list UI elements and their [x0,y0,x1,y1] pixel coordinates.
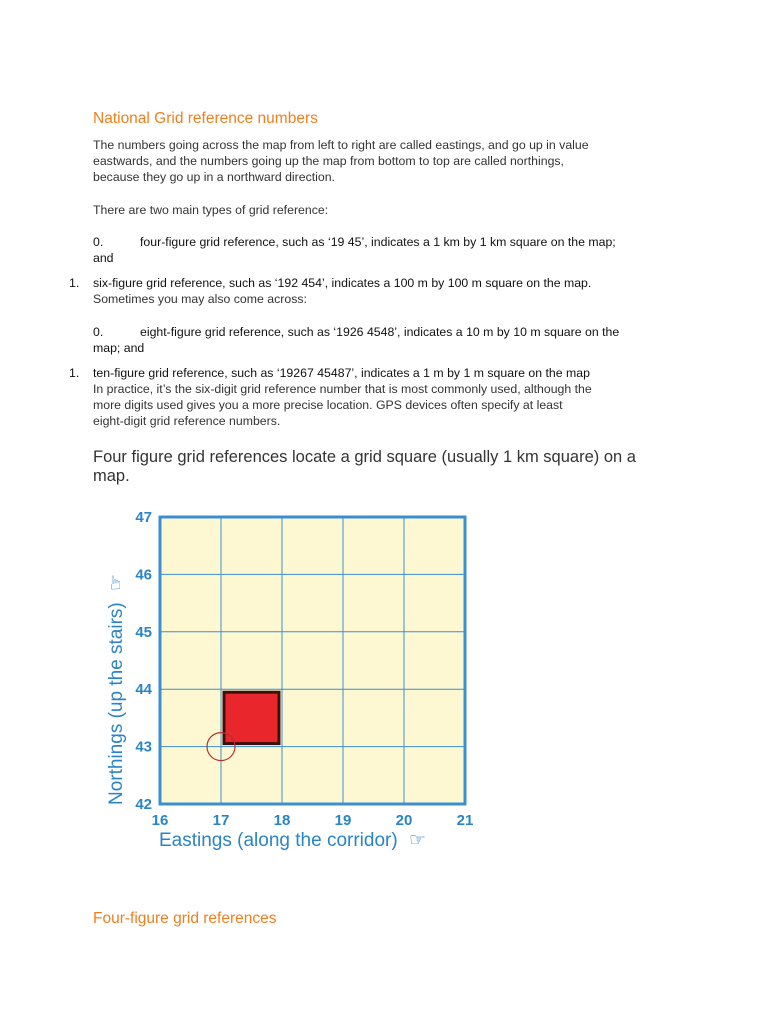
intro-line: because they go up in a northward direction. [93,170,335,185]
intro-line: The numbers going across the map from left to right are called eastings, and go up in value [93,138,589,152]
section-title: Four-figure grid references [93,910,277,927]
list-item-number: 0. [93,235,104,249]
list-item-text: four-figure grid reference, such as ‘19 45’, indicates a 1 km by 1 km square on the map; [140,235,616,249]
lead-paragraph [93,448,713,486]
list-item-text: eight-figure grid reference, such as ‘1926 4548’, indicates a 10 m by 10 m square on the [140,325,620,339]
list-item-number: 1. [69,276,80,290]
intro-line: eastwards, and the numbers going up the map from bottom to top are called northings, [93,154,564,169]
x-tick-label: 20 [395,812,413,829]
list-item-number: 1. [69,366,80,380]
practice-line: more digits used gives you a more precise location. GPS devices often specify at least [93,398,563,413]
x-axis-label-text: Eastings (along the corridor) [159,830,398,851]
intro-paragraph [93,137,693,186]
y-axis-label-text: Northings (up the stairs) [106,602,127,805]
list-item-text: ten-figure grid reference, such as ‘19267 45487’, indicates a 1 m by 1 m square on the map [93,366,590,380]
y-tick-label: 42 [135,796,152,813]
highlight-square [224,692,279,743]
also-text: Sometimes you may also come across: [93,292,307,306]
types-intro: There are two main types of grid reference: [93,203,329,217]
x-tick-label: 17 [212,812,230,829]
pointing-hand-icon: ☞ [105,573,127,591]
grid-background [160,517,465,804]
y-tick-label: 43 [135,738,152,756]
practice-line: eight-digit grid reference numbers. [93,414,281,429]
list-item-continuation: map; and [93,341,145,355]
section-title: National Grid reference numbers [93,110,318,127]
list-item-continuation: and [93,251,114,265]
y-tick-labels [135,509,152,813]
x-axis-label [159,829,426,851]
x-tick-label: 19 [334,812,352,829]
x-tick-label: 16 [151,812,169,829]
y-tick-label: 47 [135,509,152,526]
x-tick-labels [152,812,474,829]
practice-line: In practice, it’s the six-digit grid reference number that is most commonly used, although the [93,382,592,396]
list-item-text: six-figure grid reference, such as ‘192 454’, indicates a 100 m by 100 m square on the map. [93,276,592,290]
y-tick-label: 45 [135,623,152,641]
grid-reference-figure [95,500,485,865]
practice-paragraph [93,381,693,430]
x-tick-label: 18 [273,812,291,829]
y-axis-label [105,574,127,805]
list-item-number: 0. [93,325,104,339]
lead-line: Four figure grid references locate a grid square (usually 1 km square) on a [93,448,636,466]
y-tick-label: 44 [135,681,152,699]
pointing-hand-icon: ☞ [408,829,426,851]
y-tick-label: 46 [135,566,152,584]
lead-line: map. [93,467,130,485]
x-tick-label: 21 [456,812,474,829]
